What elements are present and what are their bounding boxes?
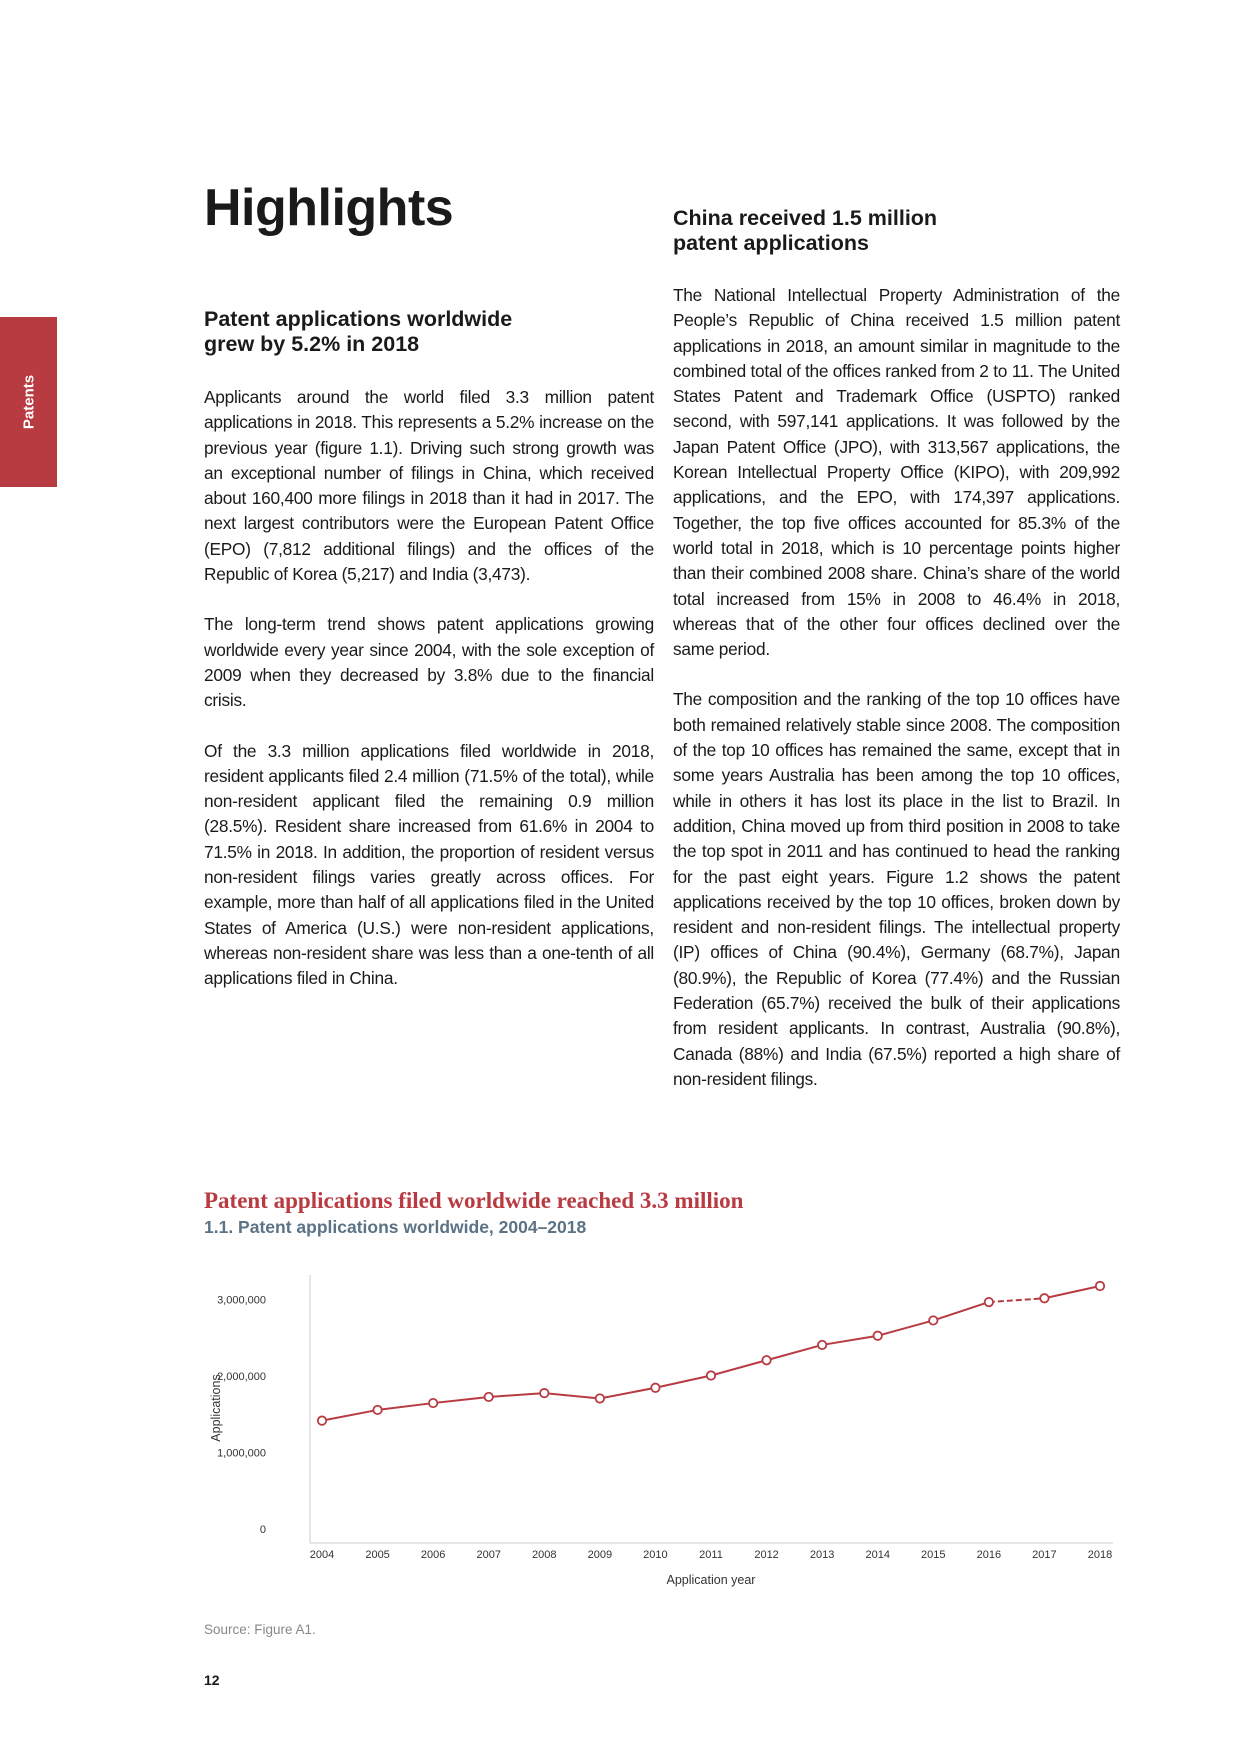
data-point (485, 1393, 493, 1401)
line-segment (322, 1410, 378, 1421)
y-axis-title: Applications (209, 1374, 223, 1442)
x-axis-title: Application year (666, 1573, 756, 1587)
y-tick-label: 0 (259, 1524, 266, 1536)
y-tick-label: 1,000,000 (217, 1447, 266, 1460)
data-point (429, 1399, 437, 1407)
data-point (318, 1416, 326, 1424)
data-point (707, 1371, 715, 1379)
x-tick-label: 2016 (976, 1549, 1002, 1561)
data-point (762, 1356, 770, 1364)
x-tick-label: 2013 (809, 1549, 835, 1561)
page-number: 12 (204, 1672, 220, 1688)
x-tick-label: 2012 (754, 1549, 779, 1561)
x-tick-label: 2014 (865, 1549, 890, 1561)
line-segment (822, 1336, 878, 1345)
figure-source: Source: Figure A1. (204, 1622, 316, 1637)
line-segment (933, 1302, 989, 1320)
data-point (1040, 1294, 1048, 1302)
x-tick-label: 2008 (532, 1549, 557, 1561)
figure-headline: Patent applications filed worldwide reached 3.3 million (204, 1188, 744, 1213)
data-point (373, 1406, 381, 1414)
x-tick-label: 2006 (420, 1549, 446, 1561)
left-paragraph: Of the 3.3 million applications filed worldwide in 2018, resident applicants filed 2.4 million (71.5% of the total), while non-resident applicant filed the remaining 0.9 million (28.5%). Resident share increased from 61.6% in 2004 to 71.5% in 2018. In addition, the proportion of resident versus non-resident filings varies greatly across offices. For example, more than half of all applications filed in the United States of America (U.S.) were non-resident applications, whereas non-resident share was less than a one-tenth of all applications filed in China. (204, 740, 654, 989)
x-tick-label: 2017 (1032, 1549, 1057, 1561)
line-segment (878, 1320, 934, 1335)
x-tick-label: 2011 (699, 1549, 723, 1561)
line-segment (544, 1393, 600, 1398)
line-segment (711, 1360, 767, 1375)
data-point (818, 1341, 826, 1349)
right-heading: China received 1.5 million patent applications (673, 206, 938, 255)
figure-caption: 1.1. Patent applications worldwide, 2004–2018 (204, 1217, 587, 1237)
section-tab-label: Patents (20, 374, 37, 430)
left-paragraph: Applicants around the world filed 3.3 million patent applications in 2018. This represents a 5.2% increase on the previous year (figure 1.1). Driving such strong growth was an exceptional number of filings in China, which received about 160,400 more filings in 2018 than it had in 2017. The next largest contributors were the European Patent Office (EPO) (7,812 additional filings) and the offices of the Republic of Korea (5,217) and India (3,473). (204, 387, 654, 585)
line-chart (190, 1260, 1130, 1600)
x-tick-label: 2005 (365, 1549, 390, 1561)
data-point (540, 1389, 548, 1397)
right-column (673, 206, 1120, 1117)
line-segment (655, 1376, 711, 1388)
data-point (651, 1384, 659, 1392)
x-tick-label: 2018 (1087, 1549, 1113, 1561)
data-point (596, 1394, 604, 1402)
right-paragraph: The composition and the ranking of the top 10 offices have both remained relatively stable since 2008. The composition of the top 10 offices has remained the same, except that in some years Australia has been among the top 10 offices, while in others it has lost its place in the list to Brazil. In addition, China moved up from third position in 2008 to take the top spot in 2011 and has continued to head the ranking for the past eight years. Figure 1.2 shows the patent applications received by the top 10 offices, broken down by resident and non-resident filings. The intellectual property (IP) offices of China (90.4%), Germany (68.7%), Japan (80.9%), the Republic of Korea (77.4%) and the Russian Federation (65.7%) received the bulk of their applications from resident applicants. In contrast, Australia (90.8%), Canada (88%) and India (67.5%) reported a high share of non-resident filings. (673, 689, 1120, 1089)
line-segment (378, 1403, 434, 1410)
x-tick-label: 2010 (643, 1549, 668, 1561)
left-paragraph: The long-term trend shows patent applications growing worldwide every year since 2004, with the sole exception of 2009 when they decreased by 3.8% due to the financial crisis. (204, 614, 654, 711)
x-tick-label: 2007 (476, 1549, 501, 1561)
line-segment (767, 1345, 823, 1360)
right-paragraph: The National Intellectual Property Administration of the People’s Republic of China received 1.5 million patent applications in 2018, an amount similar in magnitude to the combined total of the offices ranked from 2 to 11. The United States Patent and Trademark Office (USPTO) ranked second, with 597,141 applications. It was followed by the Japan Patent Office (JPO), with 313,567 applications, the Korean Intellectual Property Office (KIPO), with 209,992 applications, and the EPO, with 174,397 applications. Together, the top five offices accounted for 85.3% of the world total in 2018, which is 10 percentage points higher than their combined 2008 share. China’s share of the world total increased from 15% in 2008 to 46.4% in 2018, whereas that of the other four offices declined over the same period. (673, 285, 1120, 660)
left-column (204, 307, 654, 1017)
x-tick-label: 2004 (309, 1549, 335, 1561)
x-tick-label: 2015 (921, 1549, 946, 1561)
line-segment (989, 1298, 1045, 1302)
y-tick-label: 2,000,000 (217, 1371, 266, 1383)
data-point (929, 1316, 937, 1324)
line-segment (1044, 1286, 1100, 1298)
line-segment (600, 1388, 656, 1399)
data-point (1096, 1282, 1104, 1290)
left-heading: Patent applications worldwide grew by 5.2% in 2018 (204, 307, 513, 356)
data-point (874, 1332, 882, 1340)
page-title: Highlights (204, 179, 454, 237)
section-tab-patents (0, 317, 57, 487)
data-point (985, 1298, 993, 1306)
line-segment (489, 1393, 545, 1397)
y-tick-label: 3,000,000 (217, 1294, 266, 1307)
x-tick-label: 2009 (587, 1549, 613, 1561)
line-segment (433, 1397, 489, 1403)
